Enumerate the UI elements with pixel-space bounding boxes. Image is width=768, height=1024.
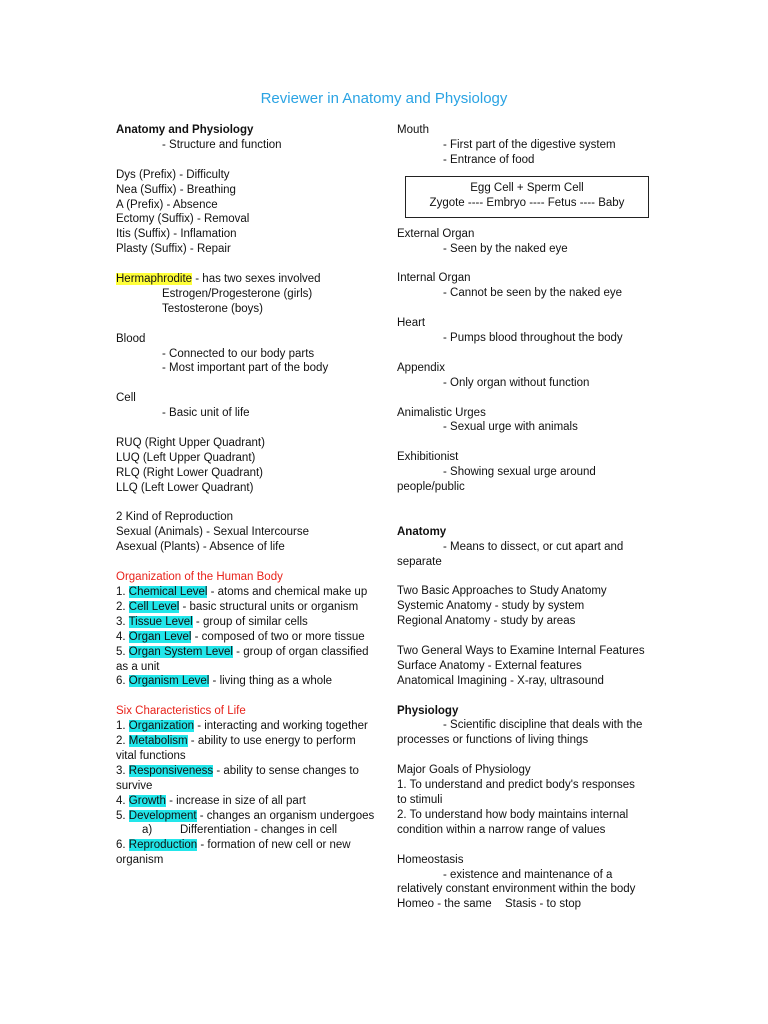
life-characteristic-item: 1. Organization - interacting and working together xyxy=(116,720,368,733)
reproduction-item: Asexual (Plants) - Absence of life xyxy=(116,541,285,554)
organization-level-item: 3. Tissue Level - group of similar cells xyxy=(116,615,308,628)
homeostasis-point: - existence and maintenance of a xyxy=(443,868,613,881)
mouth-point: - Entrance of food xyxy=(443,153,535,166)
ways-heading: Two General Ways to Examine Internal Features xyxy=(397,644,645,657)
exhibitionist-point-cont: people/public xyxy=(397,481,465,494)
homeostasis-heading: Homeostasis xyxy=(397,853,464,866)
way-item: Anatomical Imagining - X-ray, ultrasound xyxy=(397,674,604,687)
organization-level-item: 2. Cell Level - basic structural units or organism xyxy=(116,600,359,613)
organization-level-item: 5. Organ System Level - group of organ classified as a unit xyxy=(116,645,369,673)
affix-item: A (Prefix) - Absence xyxy=(116,198,218,211)
blood-point: - Connected to our body parts xyxy=(162,347,315,360)
anatomy-heading: Anatomy xyxy=(397,525,447,538)
box-line-1: Egg Cell + Sperm Cell xyxy=(470,181,584,194)
approach-item: Regional Anatomy - study by areas xyxy=(397,615,576,628)
box-line-2: Zygote ---- Embryo ---- Fetus ---- Baby xyxy=(429,197,625,210)
life-characteristic-item: 6. Reproduction - formation of new cell or new organism xyxy=(116,839,351,867)
hermaphrodite-definition: - has two sexes involved xyxy=(192,273,321,286)
anatomy-point: - Means to dissect, or cut apart and xyxy=(443,540,624,553)
mouth-heading: Mouth xyxy=(397,124,429,136)
affix-item: Ectomy (Suffix) - Removal xyxy=(116,213,250,226)
physiology-heading: Physiology xyxy=(397,704,459,717)
anatomy-physiology-heading: Anatomy and Physiology xyxy=(116,124,254,136)
affix-item: Itis (Suffix) - Inflamation xyxy=(116,228,237,241)
organization-level-item: 1. Chemical Level - atoms and chemical make up xyxy=(116,585,368,598)
organization-heading: Organization of the Human Body xyxy=(116,571,283,584)
life-characteristic-item: 4. Growth - increase in size of all part xyxy=(116,794,306,807)
urges-point: - Sexual urge with animals xyxy=(443,421,578,434)
highlighted-term: Metabolism xyxy=(128,735,188,748)
reproduction-stages-box xyxy=(405,176,649,218)
physiology-point: - Scientific discipline that deals with the xyxy=(443,719,643,732)
cell-heading: Cell xyxy=(116,392,136,405)
quadrant-item: RLQ (Right Lower Quadrant) xyxy=(116,466,264,479)
internal-organ-point: - Cannot be seen by the naked eye xyxy=(443,287,623,300)
homeostasis-terms: Homeo - the same Stasis - to stop xyxy=(397,898,582,911)
left-column xyxy=(116,123,378,868)
internal-organ-heading: Internal Organ xyxy=(397,272,471,285)
highlighted-term: Organism Level xyxy=(128,675,210,688)
approaches-heading: Two Basic Approaches to Study Anatomy xyxy=(397,585,607,598)
quadrant-item: RUQ (Right Upper Quadrant) xyxy=(116,436,265,449)
page-title: Reviewer in Anatomy and Physiology xyxy=(260,90,508,107)
highlighted-term: Development xyxy=(128,809,197,822)
life-characteristics-heading: Six Characteristics of Life xyxy=(116,705,246,718)
quadrant-item: LUQ (Left Upper Quadrant) xyxy=(116,451,256,464)
life-characteristic-item: 5. Development - changes an organism undergoes xyxy=(116,809,375,822)
goal-item: 1. To understand and predict body's responses xyxy=(397,779,635,792)
life-characteristic-item: 2. Metabolism - ability to use energy to perform vital functions xyxy=(116,735,356,762)
highlighted-term: Organ Level xyxy=(128,630,192,643)
appendix-point: - Only organ without function xyxy=(443,376,590,389)
differentiation-subitem: a) Differentiation - changes in cell xyxy=(142,824,338,837)
life-characteristic-item: 3. Responsiveness - ability to sense changes to survive xyxy=(116,764,359,792)
highlighted-term: Organization xyxy=(128,720,195,733)
quadrant-item: LLQ (Left Lower Quadrant) xyxy=(116,481,254,494)
appendix-heading: Appendix xyxy=(397,361,445,374)
goal-item-cont: to stimuli xyxy=(397,793,443,806)
hormone-girls: Estrogen/Progesterone (girls) xyxy=(162,287,313,300)
hermaphrodite-term: Hermaphrodite xyxy=(116,273,193,286)
highlighted-term: Responsiveness xyxy=(128,764,214,777)
hermaphrodite-line xyxy=(116,272,378,287)
affix-item: Nea (Suffix) - Breathing xyxy=(116,183,236,196)
goals-heading: Major Goals of Physiology xyxy=(397,764,531,777)
heart-point: - Pumps blood throughout the body xyxy=(443,332,623,345)
highlighted-term: Cell Level xyxy=(128,600,180,613)
right-column xyxy=(397,123,659,912)
hormone-boys: Testosterone (boys) xyxy=(162,302,263,315)
affix-item: Plasty (Suffix) - Repair xyxy=(116,243,231,256)
goal-item-cont: condition within a narrow range of values xyxy=(397,823,606,836)
blood-point: - Most important part of the body xyxy=(162,362,329,375)
affix-item: Dys (Prefix) - Difficulty xyxy=(116,168,230,181)
highlighted-term: Tissue Level xyxy=(128,615,193,628)
organization-level-item: 4. Organ Level - composed of two or more tissue xyxy=(116,630,365,643)
mouth-point: - First part of the digestive system xyxy=(443,138,616,151)
blood-heading: Blood xyxy=(116,332,146,345)
exhibitionist-point: - Showing sexual urge around xyxy=(443,466,596,479)
homeostasis-point-cont: relatively constant environment within the body xyxy=(397,883,636,896)
reproduction-heading: 2 Kind of Reproduction xyxy=(116,511,233,524)
anatomy-physiology-definition: - Structure and function xyxy=(162,138,282,151)
anatomy-point-cont: separate xyxy=(397,555,442,568)
cell-point: - Basic unit of life xyxy=(162,407,250,420)
highlighted-term: Growth xyxy=(128,794,166,807)
organization-level-item: 6. Organism Level - living thing as a whole xyxy=(116,675,333,688)
heart-heading: Heart xyxy=(397,317,426,330)
urges-heading: Animalistic Urges xyxy=(397,406,486,419)
way-item: Surface Anatomy - External features xyxy=(397,659,582,672)
highlighted-term: Chemical Level xyxy=(128,585,208,598)
external-organ-heading: External Organ xyxy=(397,227,475,240)
goal-item: 2. To understand how body maintains internal xyxy=(397,808,629,821)
external-organ-point: - Seen by the naked eye xyxy=(443,242,568,255)
reproduction-item: Sexual (Animals) - Sexual Intercourse xyxy=(116,526,310,539)
highlighted-term: Organ System Level xyxy=(128,645,233,658)
exhibitionist-heading: Exhibitionist xyxy=(397,451,459,464)
physiology-point-cont: processes or functions of living things xyxy=(397,734,589,747)
approach-item: Systemic Anatomy - study by system xyxy=(397,600,585,613)
highlighted-term: Reproduction xyxy=(128,839,198,852)
